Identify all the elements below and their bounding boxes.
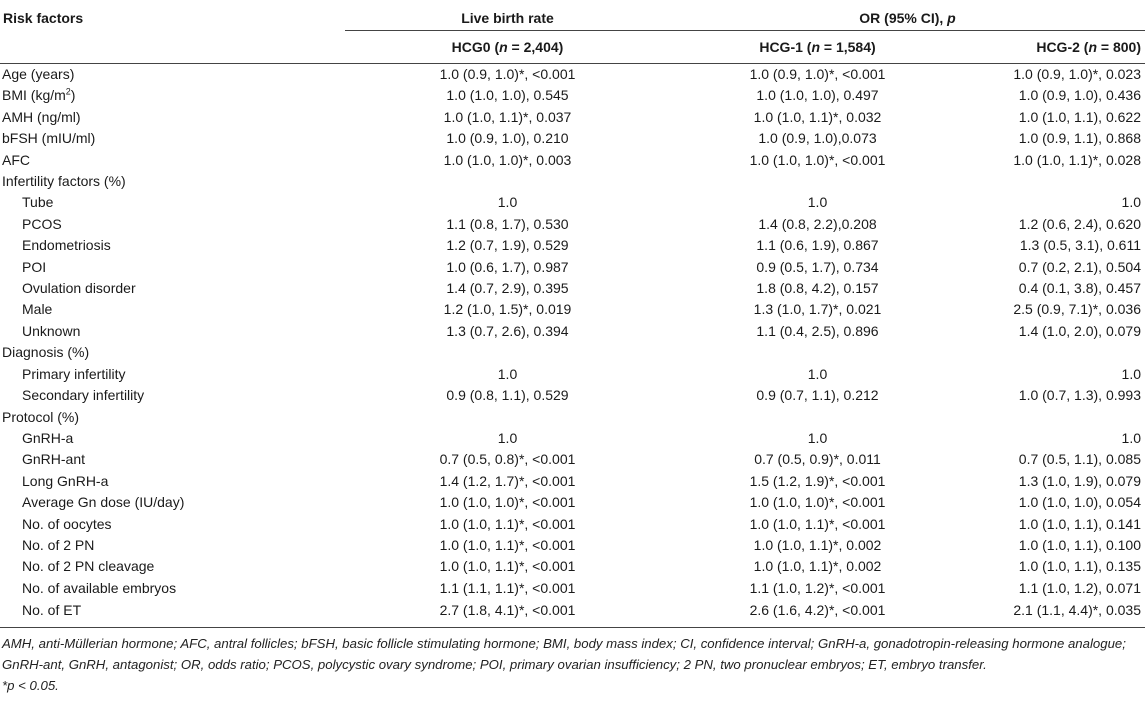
- table-row: [0, 192, 1145, 213]
- cell-hcg0: 1.2 (1.0, 1.5)*, 0.019: [443, 301, 572, 318]
- cell-hcg2: 1.0 (0.9, 1.1), 0.868: [1018, 130, 1141, 147]
- table-row: [0, 599, 1145, 628]
- cell-hcg0: 2.7 (1.8, 4.1)*, <0.001: [345, 599, 670, 628]
- cell-hcg0: 1.0 (0.9, 1.0), 0.210: [446, 130, 569, 147]
- header-row-top: [0, 0, 1145, 31]
- cell-hcg0: 1.3 (0.7, 2.6), 0.394: [446, 322, 569, 339]
- table-row: [0, 278, 1145, 299]
- cell-hcg2: 1.0: [1121, 194, 1141, 211]
- cell-hcg0: 0.9 (0.8, 1.1), 0.529: [446, 387, 569, 404]
- cell-hcg0: 1.0 (1.0, 1.0)*, 0.003: [443, 151, 572, 168]
- row-label: Tube: [22, 194, 54, 211]
- header-hcg2: HCG-2 (n = 800): [965, 31, 1145, 64]
- cell-hcg0: 1.0: [497, 194, 518, 211]
- cell-hcg2: 1.0 (1.0, 1.0), 0.054: [1018, 494, 1141, 511]
- cell-hcg1: 1.0 (0.9, 1.0)*, <0.001: [749, 66, 886, 82]
- cell-hcg1: 1.0 (1.0, 1.1)*, 0.002: [753, 558, 882, 575]
- cell-hcg2: 1.0 (0.7, 1.3), 0.993: [1018, 387, 1141, 404]
- cell-hcg0: 1.0 (1.0, 1.0)*, <0.001: [439, 494, 576, 511]
- cell-hcg1: 1.0 (1.0, 1.1)*, 0.002: [753, 536, 882, 553]
- row-label: No. of available embryos: [22, 579, 177, 596]
- row-label: No. of ET: [0, 599, 345, 628]
- cell-hcg2: 1.0 (1.0, 1.1), 0.622: [1018, 108, 1141, 125]
- row-label: Age (years): [2, 66, 75, 82]
- table-row: [0, 364, 1145, 385]
- cell-hcg2: 0.7 (0.5, 1.1), 0.085: [1018, 451, 1141, 468]
- footnote-significance: *p < 0.05.: [2, 678, 59, 694]
- cell-hcg2: 1.0: [1121, 365, 1141, 382]
- cell-hcg0: 1.2 (0.7, 1.9), 0.529: [446, 237, 569, 254]
- cell-hcg1: 2.6 (1.6, 4.2)*, <0.001: [670, 599, 965, 628]
- row-label: GnRH-ant: [22, 451, 86, 468]
- row-label: Infertility factors (%): [2, 173, 126, 190]
- table-row: [0, 535, 1145, 556]
- table-row: [0, 449, 1145, 470]
- cell-hcg1: 1.0 (1.0, 1.0), 0.497: [756, 87, 879, 104]
- table-row: [0, 128, 1145, 149]
- cell-hcg1: 0.9 (0.5, 1.7), 0.734: [756, 258, 879, 275]
- row-label: Long GnRH-a: [22, 472, 109, 489]
- table-row: [0, 428, 1145, 449]
- cell-hcg2: 2.1 (1.1, 4.4)*, 0.035: [965, 599, 1145, 628]
- cell-hcg1: 1.1 (1.0, 1.2)*, <0.001: [749, 579, 886, 596]
- cell-hcg2: 0.7 (0.2, 2.1), 0.504: [1018, 258, 1141, 275]
- row-label: Protocol (%): [2, 408, 80, 425]
- row-label: AMH (ng/ml): [2, 108, 81, 125]
- cell-hcg2: [965, 407, 1145, 428]
- cell-hcg2: 1.0 (1.0, 1.1), 0.141: [1018, 515, 1141, 532]
- row-label: BMI $(kg/m^2)$: [2, 86, 76, 104]
- header-row-sub: [0, 31, 1145, 64]
- cell-hcg0: 1.4 (0.7, 2.9), 0.395: [446, 280, 569, 297]
- cell-hcg2: 1.3 (1.0, 1.9), 0.079: [1018, 472, 1141, 489]
- row-label: Diagnosis (%): [2, 344, 90, 361]
- cell-hcg2: 1.0 (0.9, 1.0), 0.436: [1018, 87, 1141, 104]
- table-row: [0, 556, 1145, 577]
- cell-hcg0: 1.0: [497, 429, 518, 446]
- cell-hcg2: 1.1 (1.0, 1.2), 0.071: [1018, 579, 1141, 596]
- table-footnote: [0, 628, 1145, 696]
- row-label: No. of 2 PN: [22, 536, 95, 553]
- cell-hcg2: 2.5 (0.9, 7.1)*, 0.036: [1013, 301, 1141, 318]
- cell-hcg1: 1.0 (1.0, 1.1)*, 0.032: [753, 108, 882, 125]
- cell-hcg2: 0.4 (0.1, 3.8), 0.457: [1018, 280, 1141, 297]
- cell-hcg0: 1.1 (0.8, 1.7), 0.530: [446, 215, 569, 232]
- cell-hcg0: [345, 171, 670, 192]
- row-label: Unknown: [22, 322, 81, 339]
- cell-hcg1: 1.0: [807, 429, 828, 446]
- cell-hcg1: 1.0 (0.9, 1.0),0.073: [758, 130, 877, 147]
- row-label: Ovulation disorder: [22, 280, 136, 297]
- cell-hcg2: [965, 171, 1145, 192]
- cell-hcg1: 1.5 (1.2, 1.9)*, <0.001: [749, 472, 886, 489]
- row-label: No. of oocytes: [22, 515, 112, 532]
- cell-hcg0: 1.0 (1.0, 1.1)*, 0.037: [443, 108, 572, 125]
- table-row: [0, 321, 1145, 342]
- row-label: No. of 2 PN cleavage: [22, 558, 155, 575]
- table-row: [0, 257, 1145, 278]
- table-row: [0, 407, 1145, 428]
- table-row: [0, 64, 1145, 86]
- cell-hcg0: [345, 342, 670, 363]
- cell-hcg1: 1.0 (1.0, 1.1)*, <0.001: [749, 515, 886, 532]
- row-label: Secondary infertility: [22, 387, 145, 404]
- cell-hcg0: 1.0 (1.0, 1.1)*, <0.001: [439, 536, 576, 553]
- cell-hcg1: 1.0 (1.0, 1.0)*, <0.001: [749, 151, 886, 168]
- cell-hcg0: 1.0 (1.0, 1.1)*, <0.001: [439, 515, 576, 532]
- header-live-birth-rate: Live birth rate: [461, 10, 554, 26]
- table-row: [0, 171, 1145, 192]
- header-risk-factors: Risk factors: [3, 10, 84, 26]
- cell-hcg0: 1.1 (1.1, 1.1)*, <0.001: [439, 579, 576, 596]
- cell-hcg1: 1.1 (0.6, 1.9), 0.867: [756, 237, 879, 254]
- row-label: AFC: [2, 151, 30, 168]
- cell-hcg1: 1.0: [807, 365, 828, 382]
- cell-hcg1: 1.4 (0.8, 2.2),0.208: [758, 215, 877, 232]
- footnote-abbreviations: AMH, anti-Müllerian hormone; AFC, antral follicles; bFSH, basic follicle stimulating hormone; BMI, body mass index; CI, confidence interval; GnRH-a, gonadotropin-releasing hormone analogue; GnRH-ant, GnRH, antagonist; OR, odds ratio; PCOS, polycystic ovary syndrome; POI, primary ovarian insufficiency; 2 PN, two pronuclear embryos; ET, embryo transfer.: [2, 636, 1126, 673]
- row-label: bFSH (mIU/ml): [2, 130, 96, 147]
- row-label: Male: [22, 301, 53, 318]
- cell-hcg1: [670, 171, 965, 192]
- cell-hcg2: [965, 342, 1145, 363]
- table-row: [0, 492, 1145, 513]
- header-hcg0: HCG0 (n = 2,404): [345, 31, 670, 64]
- row-label: PCOS: [22, 215, 62, 232]
- cell-hcg0: 0.7 (0.5, 0.8)*, <0.001: [439, 451, 576, 468]
- row-label: POI: [22, 258, 47, 275]
- table-row: [0, 235, 1145, 256]
- cell-hcg0: 1.0: [497, 365, 518, 382]
- cell-hcg0: 1.0 (1.0, 1.1)*, <0.001: [439, 558, 576, 575]
- cell-hcg0: [345, 407, 670, 428]
- cell-hcg2: 1.0 (0.9, 1.0)*, 0.023: [1013, 66, 1141, 82]
- table-row: [0, 85, 1145, 106]
- table-row: [0, 385, 1145, 406]
- table-row: [0, 107, 1145, 128]
- cell-hcg0: 1.0 (0.9, 1.0)*, <0.001: [439, 66, 576, 82]
- cell-hcg1: [670, 407, 965, 428]
- cell-hcg2: 1.0 (1.0, 1.1), 0.135: [1018, 558, 1141, 575]
- row-label: Average Gn dose (IU/day): [22, 494, 185, 511]
- table-row: [0, 578, 1145, 599]
- row-label: GnRH-a: [22, 429, 74, 446]
- table-row: [0, 514, 1145, 535]
- cell-hcg0: 1.0 (0.6, 1.7), 0.987: [446, 258, 569, 275]
- cell-hcg1: 0.9 (0.7, 1.1), 0.212: [756, 387, 879, 404]
- table-body: [0, 64, 1145, 628]
- cell-hcg1: 1.1 (0.4, 2.5), 0.896: [756, 322, 879, 339]
- table-row: [0, 299, 1145, 320]
- table-row: [0, 342, 1145, 363]
- row-label: Endometriosis: [22, 237, 111, 254]
- cell-hcg2: 1.0 (1.0, 1.1)*, 0.028: [1013, 151, 1141, 168]
- cell-hcg1: 1.0: [807, 194, 828, 211]
- cell-hcg2: 1.0 (1.0, 1.1), 0.100: [1018, 536, 1141, 553]
- cell-hcg1: 1.3 (1.0, 1.7)*, 0.021: [753, 301, 882, 318]
- row-label: Primary infertility: [22, 365, 126, 382]
- cell-hcg1: 1.8 (0.8, 4.2), 0.157: [756, 280, 879, 297]
- cell-hcg0: 1.4 (1.2, 1.7)*, <0.001: [439, 472, 576, 489]
- table-row: [0, 471, 1145, 492]
- cell-hcg2: 1.4 (1.0, 2.0), 0.079: [1018, 322, 1141, 339]
- cell-hcg1: [670, 342, 965, 363]
- cell-hcg2: 1.3 (0.5, 3.1), 0.611: [1019, 237, 1141, 254]
- header-or-group: OR (95% CI), p: [859, 10, 956, 26]
- cell-hcg2: 1.2 (0.6, 2.4), 0.620: [1018, 215, 1141, 232]
- header-hcg1: HCG-1 (n = 1,584): [670, 31, 965, 64]
- cell-hcg1: 1.0 (1.0, 1.0)*, <0.001: [749, 494, 886, 511]
- cell-hcg0: 1.0 (1.0, 1.0), 0.545: [446, 87, 569, 104]
- cell-hcg2: 1.0: [1121, 429, 1141, 446]
- table-row: [0, 150, 1145, 171]
- table-row: [0, 214, 1145, 235]
- cell-hcg1: 0.7 (0.5, 0.9)*, 0.011: [754, 451, 881, 468]
